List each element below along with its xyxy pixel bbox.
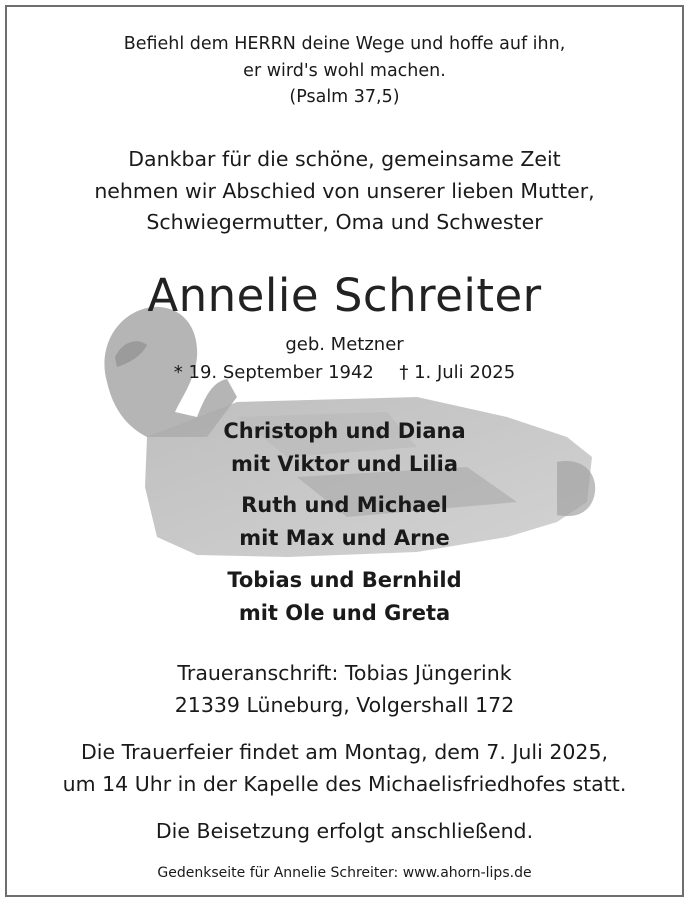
verse-reference: (Psalm 37,5) — [289, 87, 400, 107]
family-group-1-line-1: Christoph und Diana — [223, 419, 466, 443]
family-group-2-line-2: mit Max und Arne — [239, 526, 450, 550]
intro-line-3: Schwiegermutter, Oma und Schwester — [146, 210, 543, 234]
birth-date: * 19. September 1942 — [173, 362, 374, 383]
memorial-page-link[interactable]: Gedenkseite für Annelie Schreiter: www.ahorn-lips.de — [157, 865, 532, 881]
address-line-1: Traueranschrift: Tobias Jüngerink — [177, 661, 512, 685]
family-group-2-line-1: Ruth und Michael — [241, 493, 448, 517]
ceremony-line-1: Die Trauerfeier findet am Montag, dem 7. Juli 2025, — [80, 740, 609, 764]
family-group-3-line-2: mit Ole und Greta — [238, 601, 451, 625]
death-date: † 1. Juli 2025 — [399, 362, 516, 383]
verse-line-2: er wird's wohl machen. — [243, 61, 446, 81]
obituary-card — [5, 5, 684, 897]
address-line-2: 21339 Lüneburg, Volgershall 172 — [174, 693, 515, 717]
life-dates — [7, 362, 682, 383]
family-group-1-line-2: mit Viktor und Lilia — [230, 452, 458, 476]
burial-line: Die Beisetzung erfolgt anschließend. — [155, 819, 534, 843]
verse-line-1: Befiehl dem HERRN deine Wege und hoffe auf ihn, — [123, 34, 566, 54]
ceremony-line-2: um 14 Uhr in der Kapelle des Michaelisfriedhofes statt. — [62, 772, 627, 796]
intro-line-2: nehmen wir Abschied von unserer lieben Mutter, — [94, 179, 595, 203]
deceased-name: Annelie Schreiter — [147, 269, 542, 322]
birth-name: geb. Metzner — [285, 334, 404, 355]
intro-line-1: Dankbar für die schöne, gemeinsame Zeit — [128, 147, 561, 171]
family-group-3-line-1: Tobias und Bernhild — [227, 568, 462, 592]
